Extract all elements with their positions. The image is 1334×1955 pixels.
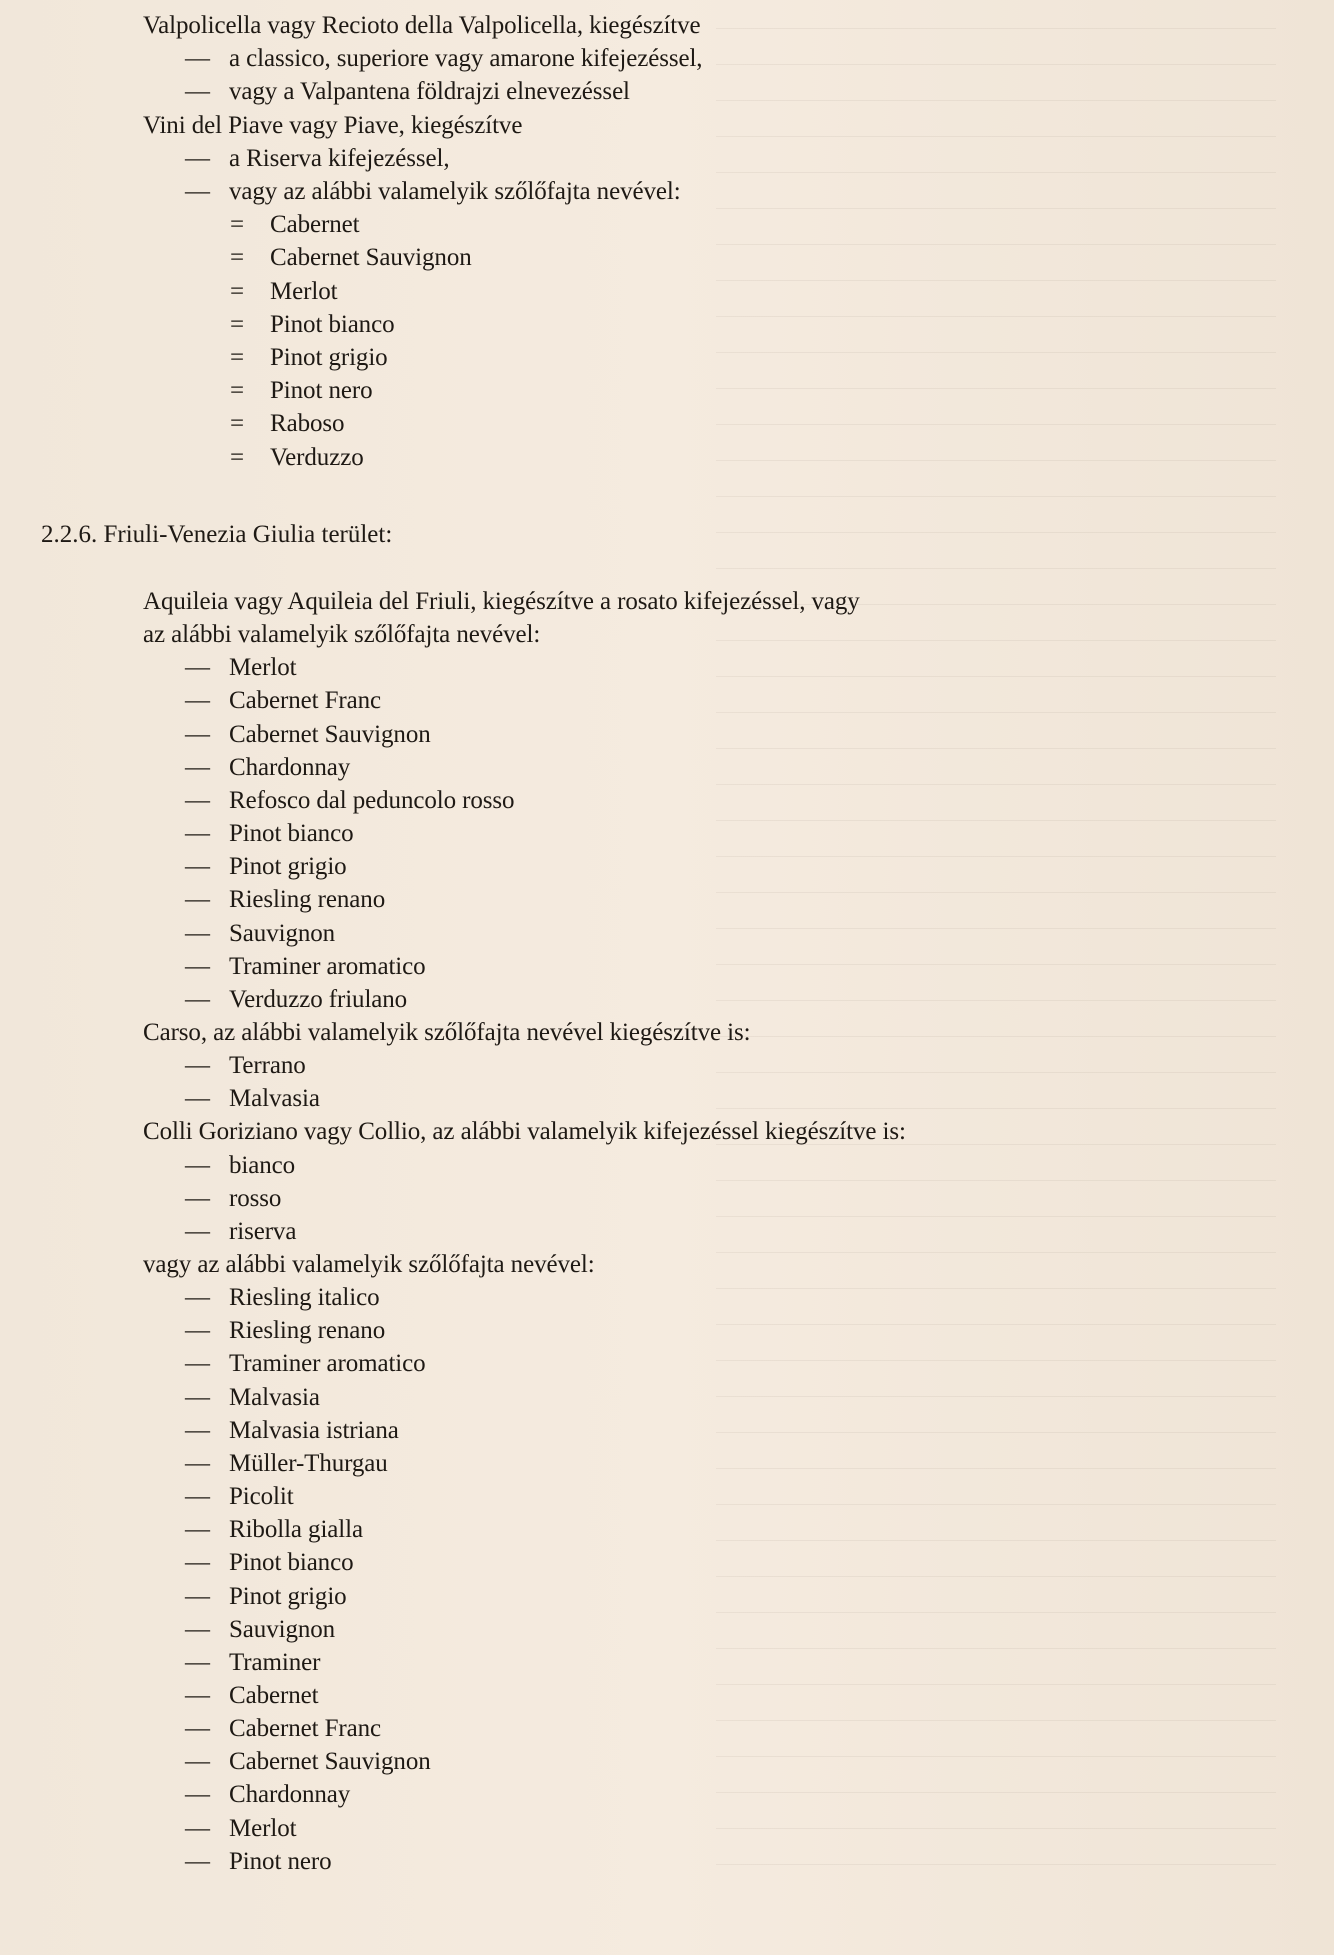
line-text: Traminer aromatico	[229, 1350, 426, 1378]
line-text: Verduzzo friulano	[229, 985, 408, 1013]
line-text: Terrano	[229, 1052, 306, 1080]
text-line	[185, 1414, 399, 1447]
dash-bullet: —	[185, 1582, 210, 1610]
dash-bullet: —	[185, 1781, 210, 1809]
dash-bullet: —	[185, 654, 210, 682]
equals-bullet: =	[230, 211, 244, 239]
line-text: Pinot grigio	[270, 344, 388, 371]
line-text: Pinot nero	[229, 1847, 332, 1875]
text-line	[185, 1314, 385, 1347]
text-line	[230, 374, 372, 407]
line-text: Riesling renano	[229, 886, 386, 914]
dash-bullet: —	[185, 1549, 210, 1577]
text-line	[185, 1149, 295, 1182]
dash-bullet: —	[185, 78, 210, 106]
text-line	[230, 241, 472, 274]
line-text: Cabernet	[229, 1681, 319, 1709]
line-text: bianco	[229, 1151, 296, 1179]
text-line	[143, 1115, 906, 1148]
dash-bullet: —	[185, 820, 210, 848]
text-line	[185, 950, 426, 983]
line-text: Aquileia vagy Aquileia del Friuli, kiegészítve a rosato kifejezéssel, vagy	[143, 588, 860, 615]
text-line	[185, 1447, 388, 1480]
text-line	[230, 407, 344, 440]
text-line	[185, 917, 335, 950]
text-line	[143, 585, 860, 618]
line-text: Traminer aromatico	[229, 952, 426, 980]
text-line	[185, 1480, 294, 1513]
equals-bullet: =	[230, 244, 244, 272]
line-text: Cabernet Franc	[229, 687, 382, 715]
text-line	[143, 1016, 750, 1049]
line-text: Merlot	[270, 277, 338, 305]
dash-bullet: —	[185, 1416, 210, 1444]
dash-bullet: —	[185, 786, 210, 814]
text-line	[185, 1347, 426, 1380]
equals-bullet: =	[230, 377, 244, 405]
line-text: Chardonnay	[229, 1781, 351, 1809]
dash-bullet: —	[185, 1681, 210, 1709]
text-line	[230, 208, 359, 241]
text-line	[230, 441, 364, 474]
dash-bullet: —	[185, 753, 210, 781]
line-text: a Riserva kifejezéssel,	[229, 144, 450, 172]
line-text: Cabernet	[270, 211, 360, 239]
text-line	[230, 308, 394, 341]
line-text: vagy a Valpantena földrajzi elnevezéssel	[229, 78, 630, 106]
dash-bullet: —	[185, 1085, 210, 1113]
text-line	[185, 684, 381, 717]
dash-bullet: —	[185, 1184, 210, 1212]
line-text: Raboso	[270, 410, 345, 438]
dash-bullet: —	[185, 1052, 210, 1080]
text-line	[185, 883, 385, 916]
dash-bullet: —	[185, 1516, 210, 1544]
dash-bullet: —	[185, 1648, 210, 1676]
dash-bullet: —	[185, 45, 210, 73]
text-line	[143, 9, 701, 42]
text-line	[143, 109, 522, 142]
equals-bullet: =	[230, 310, 244, 338]
line-text: vagy az alábbi valamelyik szőlőfajta nevével:	[229, 178, 681, 205]
equals-bullet: =	[230, 277, 244, 305]
equals-bullet: =	[230, 443, 244, 471]
line-text: Cabernet Sauvignon	[270, 244, 472, 272]
text-line	[185, 42, 702, 75]
text-line	[185, 651, 296, 684]
line-text: Vini del Piave vagy Piave, kiegészítve	[143, 111, 523, 139]
dash-bullet: —	[185, 144, 210, 172]
line-text: Malvasia	[229, 1085, 320, 1113]
dash-bullet: —	[185, 1847, 210, 1875]
text-line	[185, 1845, 331, 1878]
line-text: Cabernet Sauvignon	[229, 720, 431, 748]
text-line	[185, 1546, 353, 1579]
line-text: Ribolla gialla	[229, 1516, 363, 1544]
dash-bullet: —	[185, 919, 210, 947]
text-line	[185, 850, 347, 883]
text-line	[185, 1679, 318, 1712]
text-line	[143, 1248, 595, 1281]
line-text: Refosco dal peduncolo rosso	[229, 786, 515, 814]
line-text: Malvasia istriana	[229, 1416, 399, 1444]
text-line	[185, 784, 514, 817]
line-text: Riesling renano	[229, 1317, 386, 1345]
dash-bullet: —	[185, 1151, 210, 1179]
equals-bullet: =	[230, 410, 244, 438]
dash-bullet: —	[185, 1317, 210, 1345]
line-text: a classico, superiore vagy amarone kifejezéssel,	[229, 45, 703, 73]
dash-bullet: —	[185, 1483, 210, 1511]
text-line	[185, 1381, 320, 1414]
text-line	[185, 983, 407, 1016]
text-line	[185, 142, 450, 175]
text-line	[230, 275, 337, 308]
text-line	[185, 1182, 281, 1215]
line-text: Pinot grigio	[229, 1582, 347, 1610]
line-text: Pinot bianco	[270, 310, 395, 338]
text-line	[185, 1646, 320, 1679]
line-text: Pinot bianco	[229, 820, 354, 848]
dash-bullet: —	[185, 1814, 210, 1842]
text-line	[185, 817, 353, 850]
text-line	[185, 75, 630, 108]
line-text: Pinot nero	[270, 377, 373, 405]
text-line	[185, 751, 350, 784]
text-line	[185, 1712, 381, 1745]
line-text: Riesling italico	[229, 1284, 380, 1312]
bleed-through-text	[716, 8, 1276, 1868]
text-line	[185, 1580, 347, 1613]
line-text: Merlot	[229, 1814, 297, 1842]
equals-bullet: =	[230, 344, 244, 371]
text-line	[185, 1215, 296, 1248]
line-text: Verduzzo	[270, 443, 364, 471]
dash-bullet: —	[185, 687, 210, 715]
line-text: Colli Goriziano vagy Collio, az alábbi valamelyik kifejezéssel kiegészítve is:	[143, 1118, 906, 1146]
line-text: Pinot grigio	[229, 853, 347, 881]
line-text: Traminer	[229, 1648, 321, 1676]
line-text: riserva	[229, 1217, 297, 1245]
dash-bullet: —	[185, 1449, 210, 1477]
dash-bullet: —	[185, 1383, 210, 1411]
dash-bullet: —	[185, 952, 210, 980]
line-text: Malvasia	[229, 1383, 320, 1411]
text-line	[185, 1613, 335, 1646]
section-heading: 2.2.6. Friuli-Venezia Giulia terület:	[41, 521, 393, 548]
text-line	[185, 175, 681, 208]
dash-bullet: —	[185, 1284, 210, 1312]
dash-bullet: —	[185, 985, 210, 1013]
dash-bullet: —	[185, 1615, 210, 1643]
text-line	[185, 1082, 320, 1115]
line-text: Sauvignon	[229, 919, 336, 947]
line-text: vagy az alábbi valamelyik szőlőfajta nevével:	[143, 1251, 595, 1278]
dash-bullet: —	[185, 1748, 210, 1776]
line-text: Chardonnay	[229, 753, 351, 781]
line-text: Pinot bianco	[229, 1549, 354, 1577]
line-text: az alábbi valamelyik szőlőfajta nevével:	[143, 621, 541, 649]
text-line	[185, 718, 431, 751]
line-text: Valpolicella vagy Recioto della Valpolicella, kiegészítve	[143, 12, 701, 39]
line-text: Cabernet Franc	[229, 1715, 382, 1743]
text-line	[143, 618, 540, 651]
dash-bullet: —	[185, 886, 210, 914]
dash-bullet: —	[185, 1350, 210, 1378]
line-text: Picolit	[229, 1483, 294, 1511]
dash-bullet: —	[185, 178, 210, 205]
text-line	[185, 1049, 306, 1082]
text-line	[185, 1812, 296, 1845]
line-text: Müller-Thurgau	[229, 1449, 388, 1477]
text-line	[185, 1778, 350, 1811]
dash-bullet: —	[185, 1217, 210, 1245]
line-text: Merlot	[229, 654, 297, 682]
text-line	[185, 1513, 363, 1546]
text-line	[185, 1745, 431, 1778]
dash-bullet: —	[185, 853, 210, 881]
line-text: Carso, az alábbi valamelyik szőlőfajta nevével kiegészítve is:	[143, 1018, 751, 1046]
dash-bullet: —	[185, 1715, 210, 1743]
text-line	[185, 1281, 379, 1314]
line-text: Cabernet Sauvignon	[229, 1748, 431, 1776]
dash-bullet: —	[185, 720, 210, 748]
text-line	[230, 341, 388, 374]
line-text: rosso	[229, 1184, 282, 1212]
line-text: Sauvignon	[229, 1615, 336, 1643]
